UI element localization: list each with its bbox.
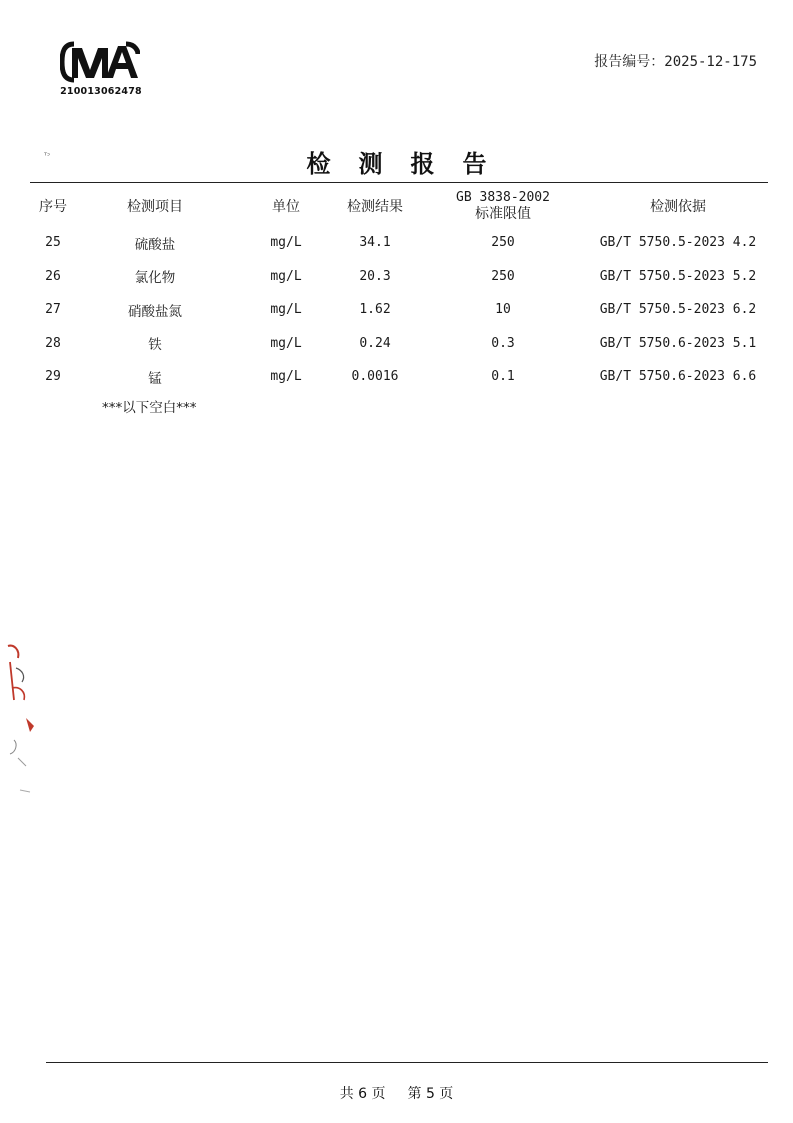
cell-item: 硫酸盐: [134, 236, 176, 253]
cell-unit: mg/L: [270, 369, 302, 385]
cell-no: 25: [45, 235, 61, 251]
cell-unit: mg/L: [270, 235, 302, 251]
cell-item: 硝酸盐氮: [128, 303, 182, 320]
cell-no: 28: [45, 335, 61, 351]
col-header-unit: 单位: [272, 199, 300, 215]
cell-basis: GB/T 5750.6-2023 6.6: [599, 369, 757, 385]
table-header-row: [0, 186, 793, 226]
cell-no: 26: [45, 268, 61, 284]
cell-unit: mg/L: [270, 335, 302, 351]
page-footer: [0, 1083, 793, 1103]
col-header-item: 检测项目: [127, 199, 183, 215]
col-header-limit-label: 标准限值: [475, 206, 531, 222]
seal-fragment-icon: [4, 640, 54, 800]
cell-unit: mg/L: [270, 268, 302, 284]
table-row: [0, 260, 793, 294]
page-title: 检测报告: [306, 149, 515, 178]
cma-mark-icon: [60, 40, 140, 84]
cell-result: 0.24: [359, 335, 391, 351]
cell-limit: 0.3: [491, 335, 515, 351]
cell-no: 27: [45, 302, 61, 318]
report-number: 报告编号：2025-12-175: [594, 54, 757, 70]
blank-below-note: ***以下空白***: [102, 400, 197, 416]
cell-unit: mg/L: [270, 302, 302, 318]
cell-result: 1.62: [359, 302, 391, 318]
cell-limit: 0.1: [491, 369, 515, 385]
cell-item: 锰: [148, 370, 162, 387]
cell-limit: 250: [491, 268, 515, 284]
cell-limit: 10: [495, 302, 511, 318]
col-header-limit: [440, 186, 566, 226]
cell-result: 34.1: [359, 235, 391, 251]
footer-divider: [46, 1062, 768, 1063]
cell-item: 铁: [148, 337, 162, 354]
table-row: [0, 226, 793, 260]
cell-result: 0.0016: [351, 369, 399, 385]
col-header-standard: GB 3838-2002: [456, 190, 550, 205]
table-row: [0, 327, 793, 361]
current-page: 第 5 页: [407, 1086, 454, 1102]
corner-mark: ᵀᵓ: [44, 151, 51, 160]
col-header-result: 检测结果: [347, 199, 403, 215]
cell-item: 氯化物: [134, 270, 176, 287]
results-table: [0, 186, 793, 394]
header-divider: [30, 182, 768, 183]
cma-logo: [56, 40, 146, 100]
table-row: [0, 360, 793, 394]
cell-result: 20.3: [359, 268, 391, 284]
cell-no: 29: [45, 369, 61, 385]
table-row: [0, 293, 793, 327]
cell-basis: GB/T 5750.6-2023 5.1: [599, 335, 757, 351]
cell-limit: 250: [491, 235, 515, 251]
total-pages: 共 6 页: [339, 1086, 386, 1102]
col-header-no: 序号: [39, 199, 67, 215]
cell-basis: GB/T 5750.5-2023 6.2: [599, 302, 757, 318]
cma-certificate-number: 210013062478: [60, 86, 142, 97]
cell-basis: GB/T 5750.5-2023 4.2: [599, 235, 757, 251]
cell-basis: GB/T 5750.5-2023 5.2: [599, 268, 757, 284]
col-header-basis: 检测依据: [650, 199, 706, 215]
